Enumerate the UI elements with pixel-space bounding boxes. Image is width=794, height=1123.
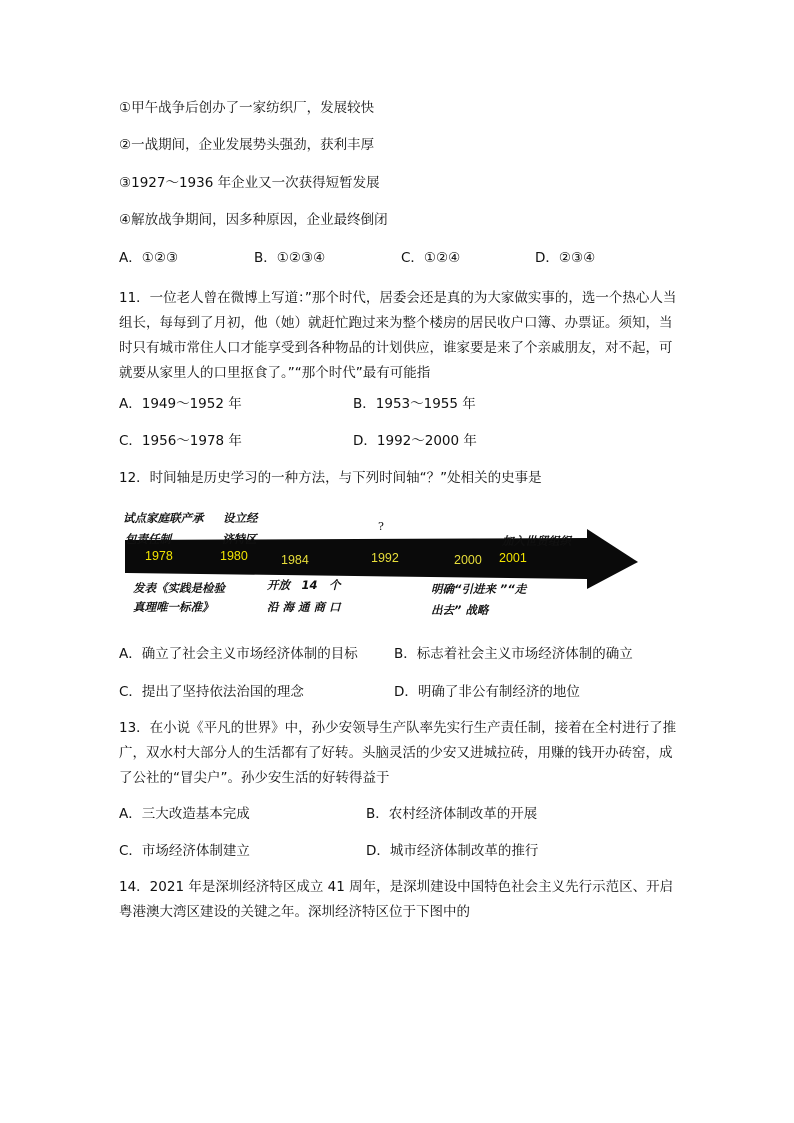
q13-option-c: C．市场经济体制建立 (119, 843, 250, 859)
label-truth-criterion-1: 发表《实践是检验 (133, 581, 225, 595)
timeline-figure (119, 507, 643, 622)
question-mark: ? (378, 520, 384, 533)
label-coastal-ports-2: 沿 海 通 商 口 (267, 600, 341, 614)
q11-option-d: D．1992～2000 年 (353, 433, 477, 449)
statement-2: ②一战期间，企业发展势头强劲，获利丰厚 (119, 137, 375, 153)
year-2001: 2001 (499, 551, 527, 565)
label-go-global-1: 明确“引进来 ”“走 (431, 582, 527, 596)
q13-option-b: B．农村经济体制改革的开展 (366, 806, 538, 822)
option-c: C．①②④ (401, 250, 461, 266)
option-b: B．①②③④ (254, 250, 326, 266)
option-a: A．①②③ (119, 250, 179, 266)
label-sez-2: 济特区 (222, 532, 257, 546)
statement-4: ④解放战争期间，因多种原因，企业最终倒闭 (119, 212, 388, 228)
statement-1: ①甲午战争后创办了一家纺织厂，发展较快 (119, 100, 375, 116)
year-1992: 1992 (371, 551, 399, 565)
q11-option-c: C．1956～1978 年 (119, 433, 242, 449)
label-household-contract-1: 试点家庭联产承 (123, 511, 204, 525)
question-13-stem: 13．在小说《平凡的世界》中，孙少安领导生产队率先实行生产责任制，接着在全村进行了推广，双水村大部分人的生活都有了好转。头脑灵活的少安又进城拉砖，用赚的钱开办砖窑，成了公社的“冒尖户”。孙少安生活的好转得益于 (119, 720, 677, 786)
statement-3: ③1927～1936 年企业又一次获得短暂发展 (119, 175, 380, 191)
q11-option-a: A．1949～1952 年 (119, 396, 242, 412)
label-truth-criterion-2: 真理唯一标准》 (133, 600, 214, 614)
q13-option-d: D．城市经济体制改革的推行 (366, 843, 539, 859)
q12-option-b: B．标志着社会主义市场经济体制的确立 (394, 646, 633, 662)
label-wto: 加入世贸组织 (502, 534, 571, 548)
q12-option-a: A．确立了社会主义市场经济体制的目标 (119, 646, 358, 662)
year-1984: 1984 (281, 553, 309, 567)
label-household-contract-2: 包责任制 (125, 532, 171, 546)
question-11-stem: 11．一位老人曾在微博上写道：”那个时代，居委会还是真的为大家做实事的，选一个热心人当组长，每每到了月初，他（她）就赶忙跑过来为整个楼房的居民收户口簿、办票证。须知，当时只有城市常住人口才能享受到各种物品的计划供应，谁家要是来了个亲戚朋友，对不起，可就要从家里人的口里抠食了。”“那个时代”最有可能指 (119, 290, 677, 381)
question-14-stem: 14．2021 年是深圳经济特区成立 41 周年，是深圳建设中国特色社会主义先行示范区、开启粤港澳大湾区建设的关键之年。深圳经济特区位于下图中的 (119, 879, 674, 920)
q12-option-c: C．提出了坚持依法治国的理念 (119, 684, 304, 700)
year-1980: 1980 (220, 549, 248, 563)
year-2000: 2000 (454, 553, 482, 567)
year-1978: 1978 (145, 549, 173, 563)
label-coastal-ports-1: 开放 14 个 (267, 578, 341, 592)
q13-option-a: A．三大改造基本完成 (119, 806, 250, 822)
label-sez-1: 设立经 (223, 511, 258, 525)
option-d: D．②③④ (535, 250, 596, 266)
question-12-stem: 12．时间轴是历史学习的一种方法，与下列时间轴“？”处相关的史事是 (119, 470, 542, 486)
q12-option-d: D．明确了非公有制经济的地位 (394, 684, 580, 700)
label-go-global-2: 出去” 战略 (431, 603, 489, 617)
q11-option-b: B．1953～1955 年 (353, 396, 476, 412)
